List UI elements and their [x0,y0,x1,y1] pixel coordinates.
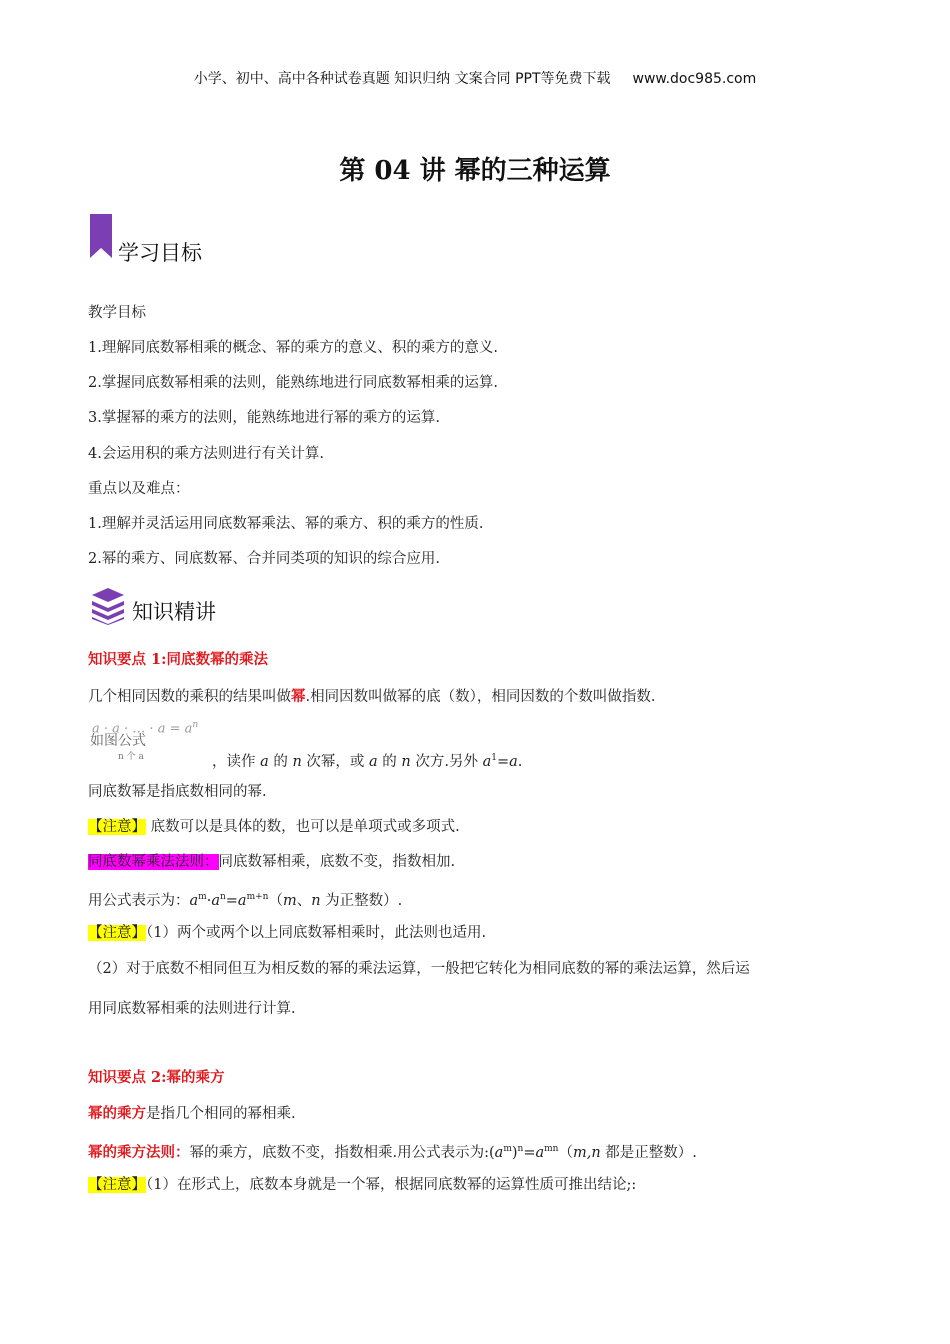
kp2-note-1: 【注意】（1）在形式上，底数本身就是一个幂，根据同底数幂的运算性质可推出结论;: [88,1177,637,1193]
objectives-line: 教学目标 [88,305,146,321]
def-text: 几个相同因数的乘积的结果叫做 [88,689,291,705]
kp1-note-1: 【注意】 底数可以是具体的数，也可以是单项式或多项式. [88,819,460,835]
power-formula [88,720,218,760]
section-heading-knowledge: 知识精讲 [132,600,216,624]
kp1-same-base: 同底数幂是指底数相同的幂. [88,784,267,800]
objectives-line: 1.理解同底数幂相乘的概念、幂的乘方的意义、积的乘方的意义. [88,340,498,356]
header-site[interactable]: www.doc985.com [632,71,757,87]
kp2-rule: 幂的乘方法则：幂的乘方，底数不变，指数相乘.用公式表示为$:(a^m)^n=a^{mn}(m,n$ 都是正整数）. [88,1143,697,1161]
note-label: 【注意】 [88,925,146,941]
kp1-note-2: 【注意】（1）两个或两个以上同底数幂相乘时，此法则也适用. [88,925,487,941]
kp1-formula: 用公式表示为：$a^m\cdot a^n=a^{m+n}(m$、n 为正整数）. [88,892,403,909]
formula-underbrace: n 个 a [118,752,144,762]
kp2-definition: 幂的乘方是指几个相同的幂相乘. [88,1105,296,1122]
objectives-line: 重点以及难点： [88,481,190,497]
kp1-note-3b: 用同底数幂相乘的法则进行计算. [88,1001,296,1017]
objectives-line: 2.幂的乘方、同底数幂、合并同类项的知识的综合应用. [88,551,440,567]
note-label: 【注意】 [88,1177,146,1193]
formula-expression: a · a · … · $a = a^n$ [92,720,199,737]
objectives-line: 2.掌握同底数幂相乘的法则，能熟练地进行同底数幂相乘的运算. [88,375,498,391]
formula-label: 如图公式 [90,733,146,749]
kp2-title: 知识要点 2:幂的乘方 [88,1069,225,1086]
def-text: .相同因数叫做幂的底（数），相同因数的个数叫做指数. [305,689,656,705]
page-header [0,68,950,88]
objectives-line: 4.会运用积的乘方法则进行有关计算. [88,446,324,462]
rule-label: 同底数幂乘法法则： [88,854,219,870]
bookmark-icon [90,214,112,262]
books-icon [88,587,128,629]
def-term: 幂 [291,688,306,705]
kp1-reading: ，读作 a 的 n 次幂，或 a 的 n 次方.另外 $a^1=a$. [212,753,523,770]
header-text: 小学、初中、高中各种试卷真题 知识归纳 文案合同 PPT等免费下载 [193,71,611,87]
kp1-title: 知识要点 1:同底数幂的乘法 [88,651,268,668]
rule-label: 幂的乘方法则： [88,1143,190,1161]
kp1-note-3a: （2）对于底数不相同但互为相反数的幂的乘法运算，一般把它转化为相同底数的幂的乘法运算，然后运 [88,961,750,977]
kp1-definition [88,687,655,707]
note-label: 【注意】 [88,819,146,835]
kp1-rule: 同底数幂乘法法则：同底数幂相乘，底数不变，指数相加. [88,854,456,870]
objectives-line: 1.理解并灵活运用同底数幂乘法、幂的乘方、积的乘方的性质. [88,516,484,532]
section-heading-objectives: 学习目标 [118,241,202,265]
objectives-line: 3.掌握幂的乘方的法则，能熟练地进行幂的乘方的运算. [88,410,440,426]
def-term: 幂的乘方 [88,1105,146,1122]
page-title: 第 04 讲 幂的三种运算 [339,156,611,186]
